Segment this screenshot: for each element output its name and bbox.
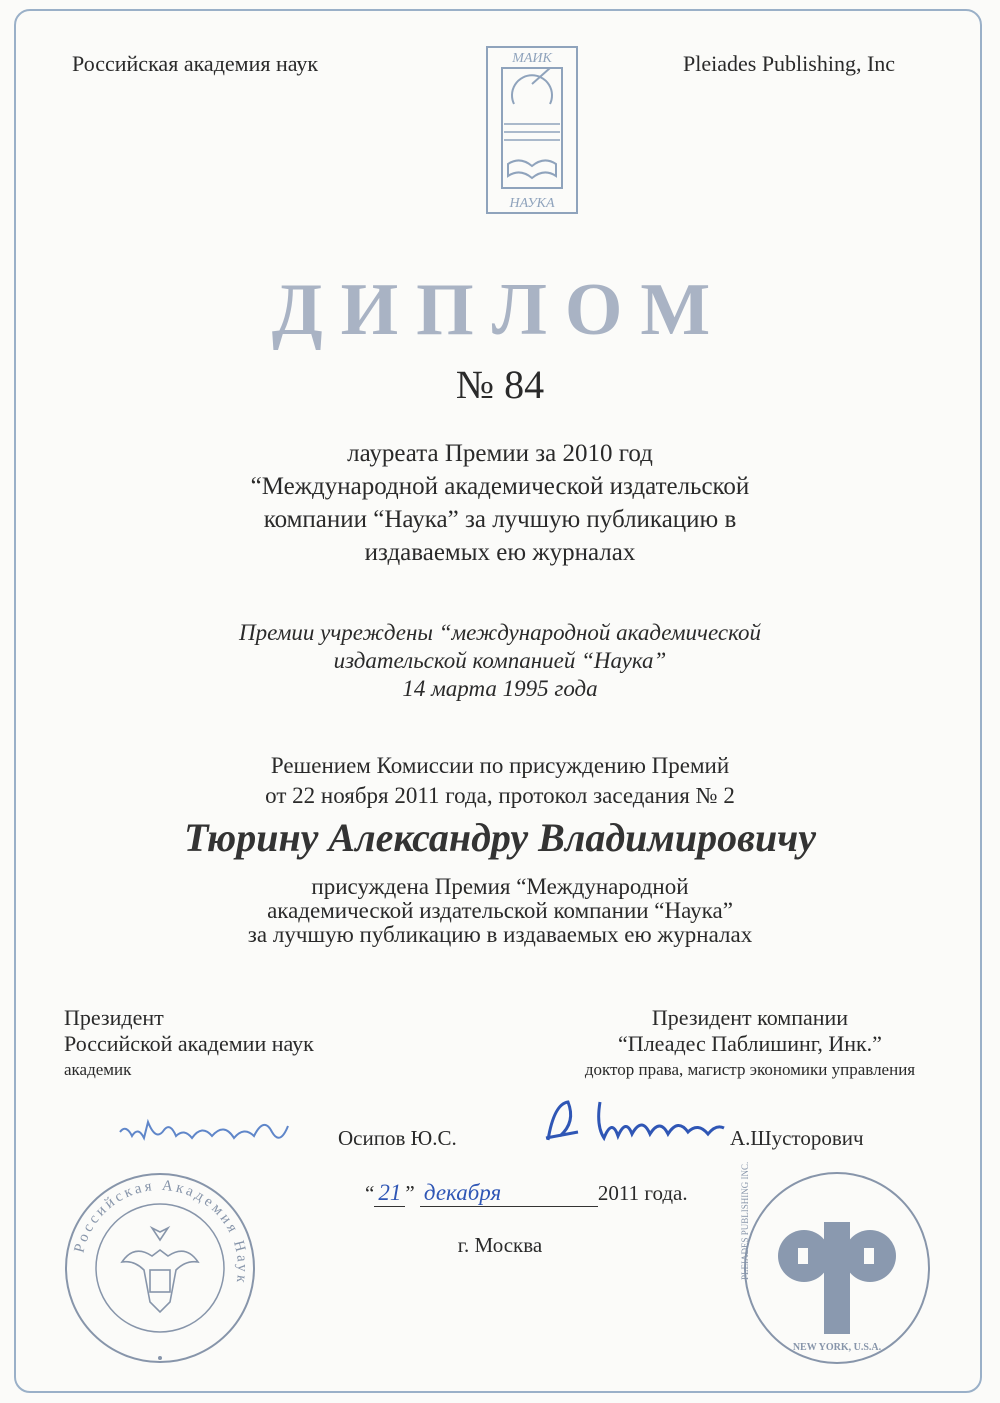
header-right-org: Pleiades Publishing, Inc — [683, 51, 896, 76]
founded-line: 14 марта 1995 года — [402, 676, 598, 701]
diploma-title: ДИПЛОМ — [271, 269, 729, 351]
left-title-line: Президент — [64, 1005, 164, 1030]
decision-line: Решением Комиссии по присуждению Премий — [270, 753, 730, 778]
laureate-line: издаваемых ею журналах — [364, 539, 636, 566]
laureate-line: лауреата Премии за 2010 год — [347, 440, 653, 467]
left-title-line: Российской академии наук — [64, 1031, 314, 1056]
header-left-org: Российская академия наук — [72, 51, 319, 76]
right-title-line: “Плеадес Паблишинг, Инк.” — [618, 1031, 882, 1056]
right-title-line: Президент компании — [651, 1005, 849, 1030]
seal-left-text: Российская Академия Наук — [71, 1177, 251, 1287]
founded-line: Премии учреждены “международной академической — [238, 620, 762, 645]
award-text — [150, 875, 850, 947]
maik-nauka-logo — [484, 44, 580, 216]
right-title-line: доктор права, магистр экономики управления — [584, 1060, 916, 1079]
diploma-number: № 84 — [455, 362, 545, 407]
founded-line: издательской компанией “Наука” — [333, 648, 667, 673]
seal-right-top-text: PLEIADES PUBLISHING INC. — [740, 1161, 750, 1280]
logo-bottom-text: НАУКА — [509, 196, 555, 211]
laureate-line: компании “Наука” за лучшую публикацию в — [263, 506, 737, 533]
left-title-line: академик — [64, 1060, 132, 1079]
issue-date: “ 21 ” декабря 2011 года. — [365, 1180, 688, 1205]
seal-right-bottom-text: NEW YORK, U.S.A. — [792, 1342, 882, 1353]
pleiades-seal-icon — [740, 1161, 932, 1366]
award-line: академической издательской компании “Наука” — [267, 898, 733, 923]
decision-text — [150, 751, 850, 811]
right-signatory-name: А.Шусторович — [730, 1126, 864, 1150]
laureate-text — [150, 437, 850, 569]
right-signatory-title — [560, 1005, 940, 1083]
academy-seal-icon — [62, 1170, 258, 1366]
left-signatory-title — [64, 1005, 314, 1083]
award-line: присуждена Премия “Международной — [311, 874, 689, 899]
recipient-name: Тюрину Александру Владимировичу — [184, 815, 816, 860]
decision-line: от 22 ноября 2011 года, протокол заседания № 2 — [265, 783, 735, 808]
left-signatory-name: Осипов Ю.С. — [338, 1126, 457, 1150]
laureate-line: “Международной академической издательской — [250, 473, 750, 500]
date-month: декабря — [420, 1180, 598, 1207]
logo-top-text: МАИК — [512, 51, 552, 66]
award-line: за лучшую публикацию в издаваемых ею журналах — [247, 922, 753, 947]
right-signature — [538, 1088, 728, 1158]
city: г. Москва — [457, 1233, 543, 1257]
date-year: 2011 года. — [597, 1181, 688, 1205]
left-signature — [112, 1102, 302, 1162]
founded-text — [150, 619, 850, 703]
date-day: 21 — [374, 1180, 405, 1207]
